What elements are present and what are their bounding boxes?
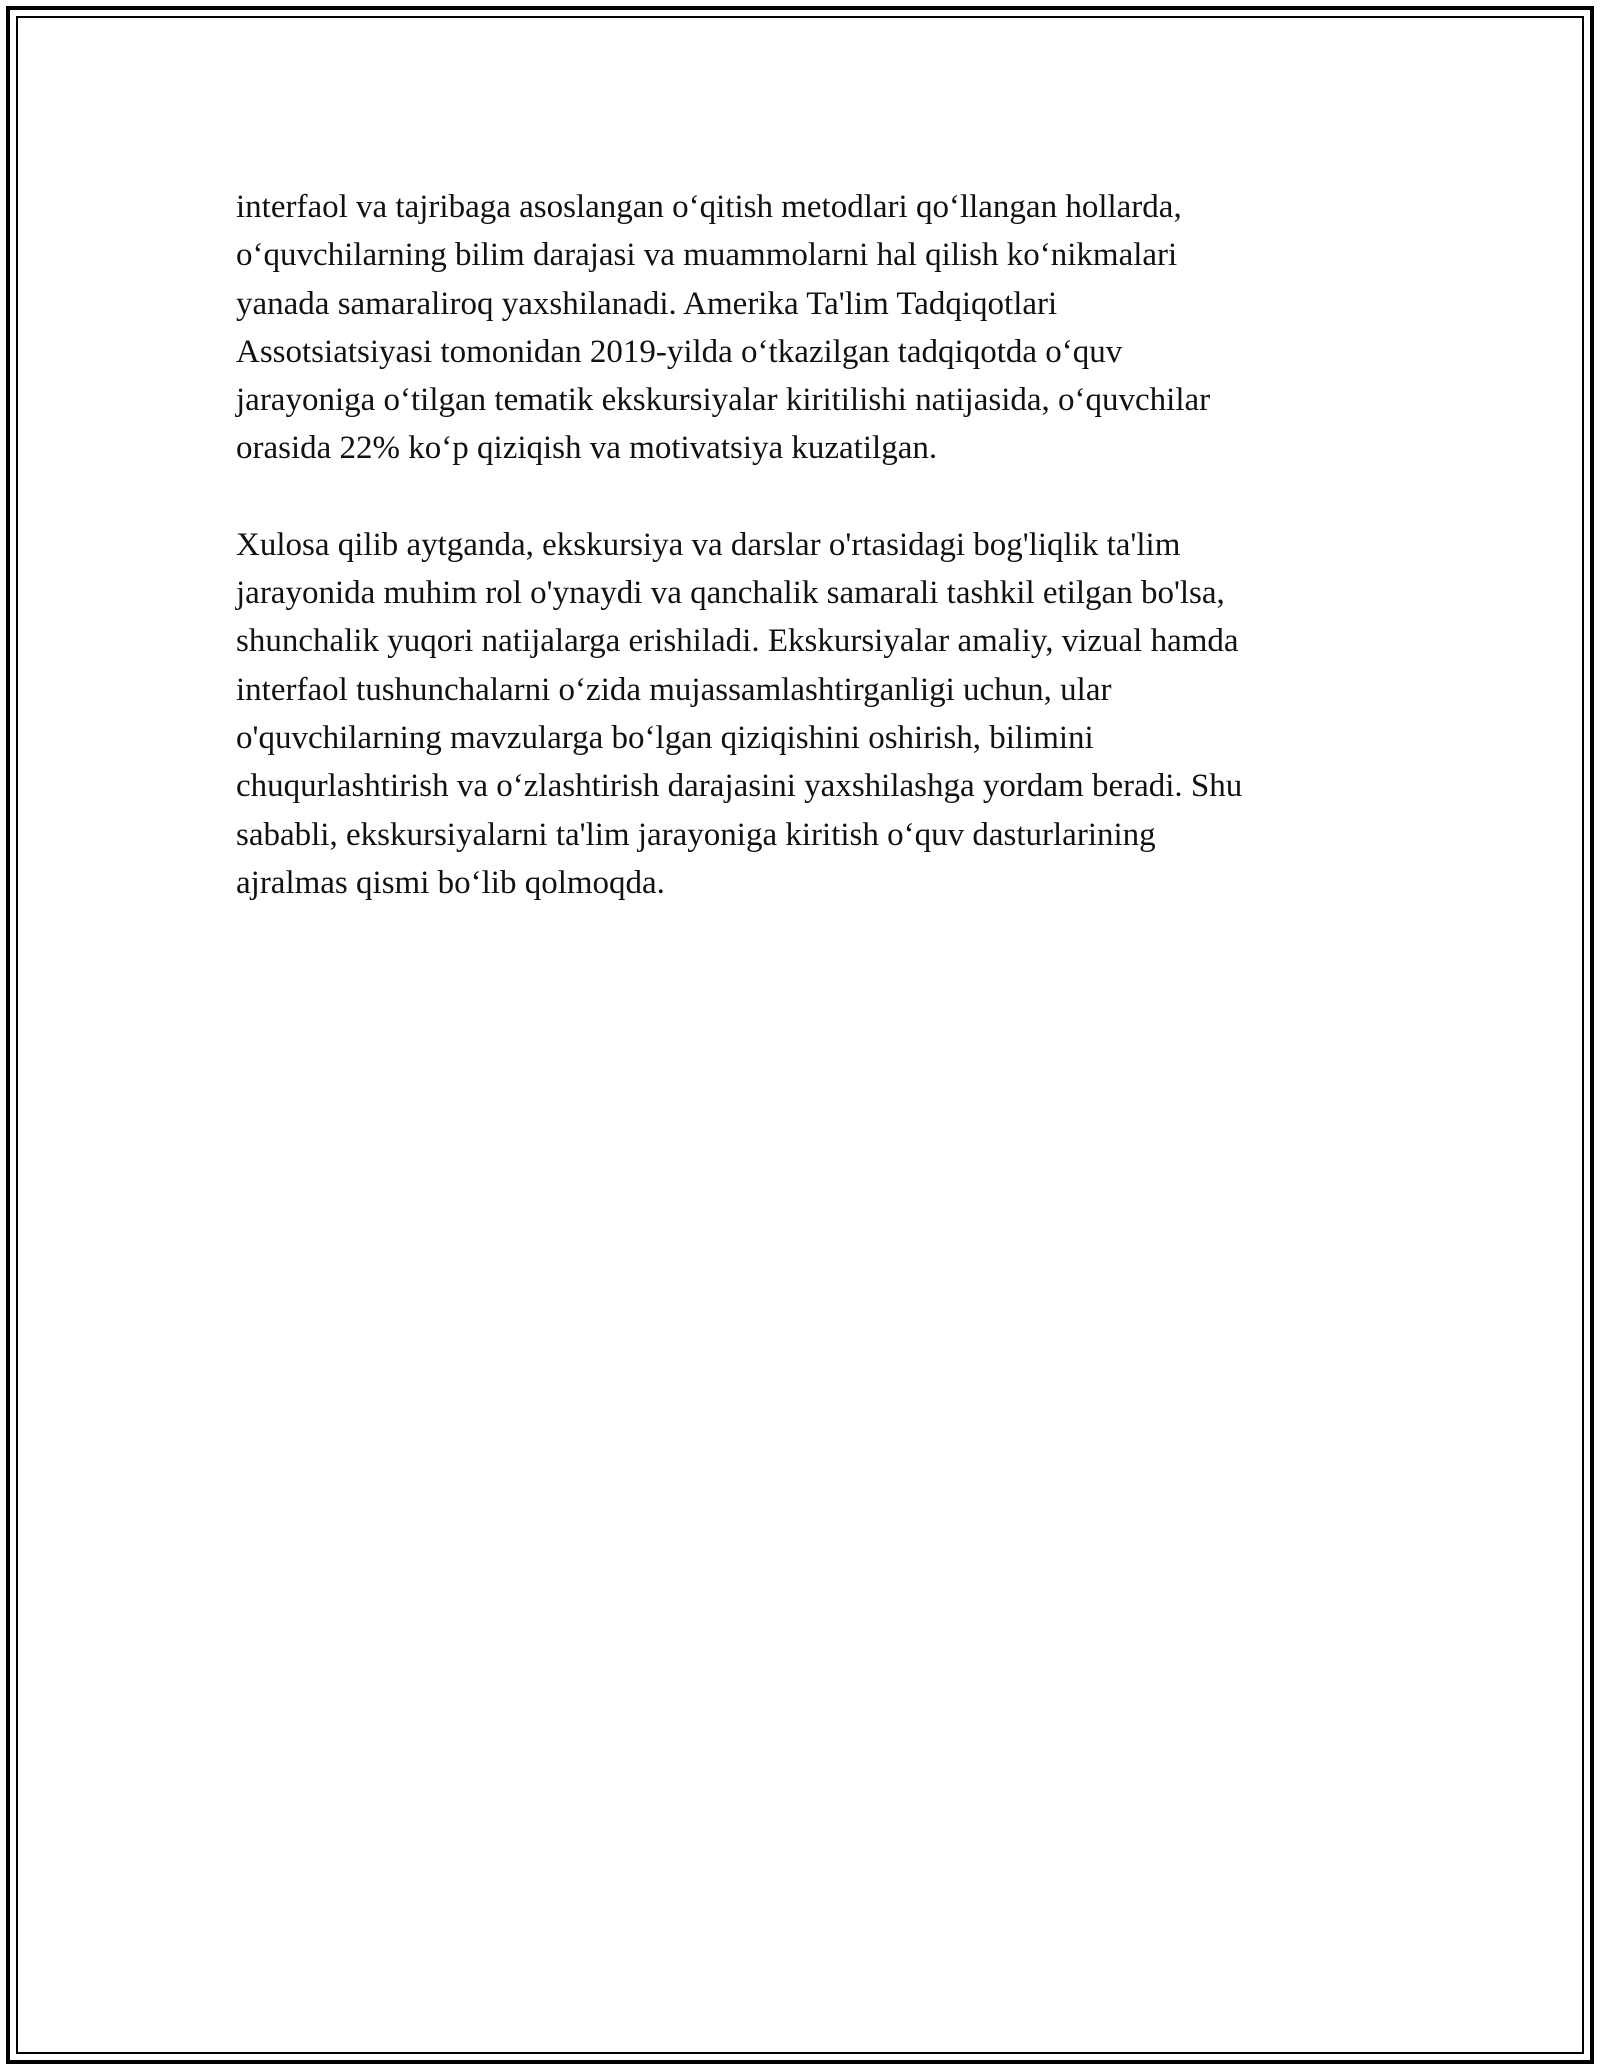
text-line: chuqurlashtirish va o‘zlashtirish darajasini yaxshilashga yordam beradi. Shu: [236, 768, 1243, 805]
text-line: jarayoniga o‘tilgan tematik ekskursiyalar kiritilishi natijasida, o‘quvchilar: [236, 382, 1211, 419]
paragraph-2: [236, 521, 1386, 907]
text-line: ajralmas qismi bo‘lib qolmoqda.: [236, 864, 665, 901]
text-line: yanada samaraliroq yaxshilanadi. Amerika Ta'lim Tadqiqotlari: [236, 285, 1058, 322]
text-line: o‘quvchilarning bilim darajasi va muammolarni hal qilish ko‘nikmalari: [236, 237, 1178, 274]
text-line: o'quvchilarning mavzularga bo‘lgan qiziqishini oshirish, bilimini: [236, 719, 1094, 756]
text-line: interfaol va tajribaga asoslangan o‘qitish metodlari qo‘llangan hollarda,: [236, 189, 1182, 225]
text-line: Assotsiatsiyasi tomonidan 2019-yilda o‘tkazilgan tadqiqotda o‘quv: [236, 333, 1123, 370]
document-body: [236, 183, 1386, 907]
paragraph-1: [236, 183, 1386, 473]
text-line: shunchalik yuqori natijalarga erishiladi. Ekskursiyalar amaliy, vizual hamda: [236, 623, 1239, 660]
text-line: jarayonida muhim rol o'ynaydi va qanchalik samarali tashkil etilgan bo'lsa,: [236, 575, 1225, 612]
text-line: orasida 22% ko‘p qiziqish va motivatsiya kuzatilgan.: [236, 430, 938, 467]
text-line: sababli, ekskursiyalarni ta'lim jarayoniga kiritish o‘quv dasturlarining: [236, 816, 1156, 853]
text-line: interfaol tushunchalarni o‘zida mujassamlashtirganligi uchun, ular: [236, 671, 1112, 708]
text-line: Xulosa qilib aytganda, ekskursiya va darslar o'rtasidagi bog'liqlik ta'lim: [236, 526, 1181, 563]
